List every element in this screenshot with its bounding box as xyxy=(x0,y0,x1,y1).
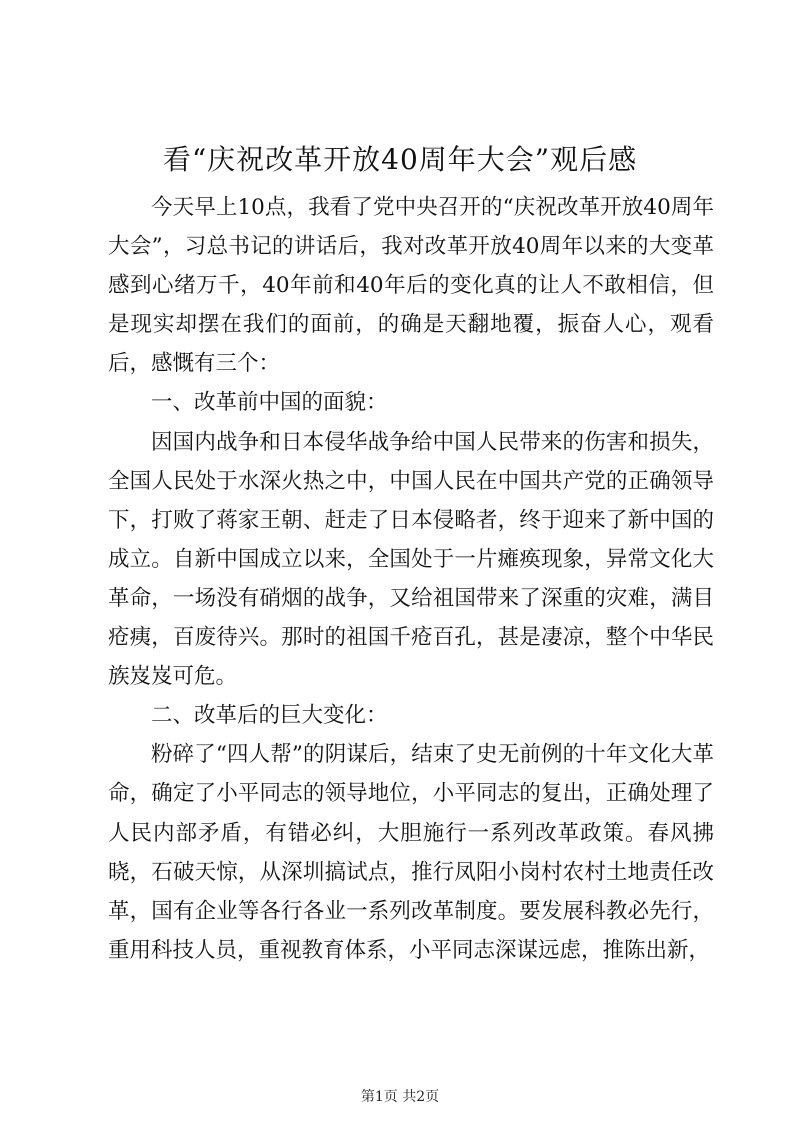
document-title: 看“庆祝改革开放40周年大会”观后感 xyxy=(162,143,638,176)
page-footer: 第1页 共2页 xyxy=(360,1089,440,1105)
section-heading-before-reform: 一、改革前中国的面貌： xyxy=(151,390,388,416)
paragraph-after-reform: 粉碎了“四人帮”的阴谋后，结束了史无前例的十年文化大革命，确定了小平同志的领导地位，小平同志的复出，正确处理了人民内部矛盾，有错必纠，大胆施行一系列改革政策。春风拂晓，石破天惊，从深圳搞试点，推行凤阳小岗村农村土地责任改革，国有企业等各行各业一系列改革制度。要发展科教必先行，重用科技人员，重视教育体系，小平同志深谋远虑，推陈出新， xyxy=(108,742,714,963)
paragraph-before-reform: 因国内战争和日本侵华战争给中国人民带来的伤害和损失，全国人民处于水深火热之中，中国人民在中国共产党的正确领导下，打败了蒋家王朝、赶走了日本侵略者，终于迎来了新中国的成立。自新中国成立以来，全国处于一片瘫痪现象，异常文化大革命，一场没有硝烟的战争，又给祖国带来了深重的灾难，满目疮痍，百废待兴。那时的祖国千疮百孔，甚是凄凉，整个中华民族岌岌可危。 xyxy=(108,429,714,690)
section-heading-after-reform: 二、改革后的巨大变化： xyxy=(151,703,388,729)
paragraph-intro: 今天早上10点，我看了党中央召开的“庆祝改革开放40周年大会”，习总书记的讲话后，我对改革开放40周年以来的大变革感到心绪万千，40年前和40年后的变化真的让人不敢相信，但是现实却摆在我们的面前，的确是天翻地覆，振奋人心，观看后，感慨有三个： xyxy=(108,195,714,377)
document-body xyxy=(108,188,714,970)
